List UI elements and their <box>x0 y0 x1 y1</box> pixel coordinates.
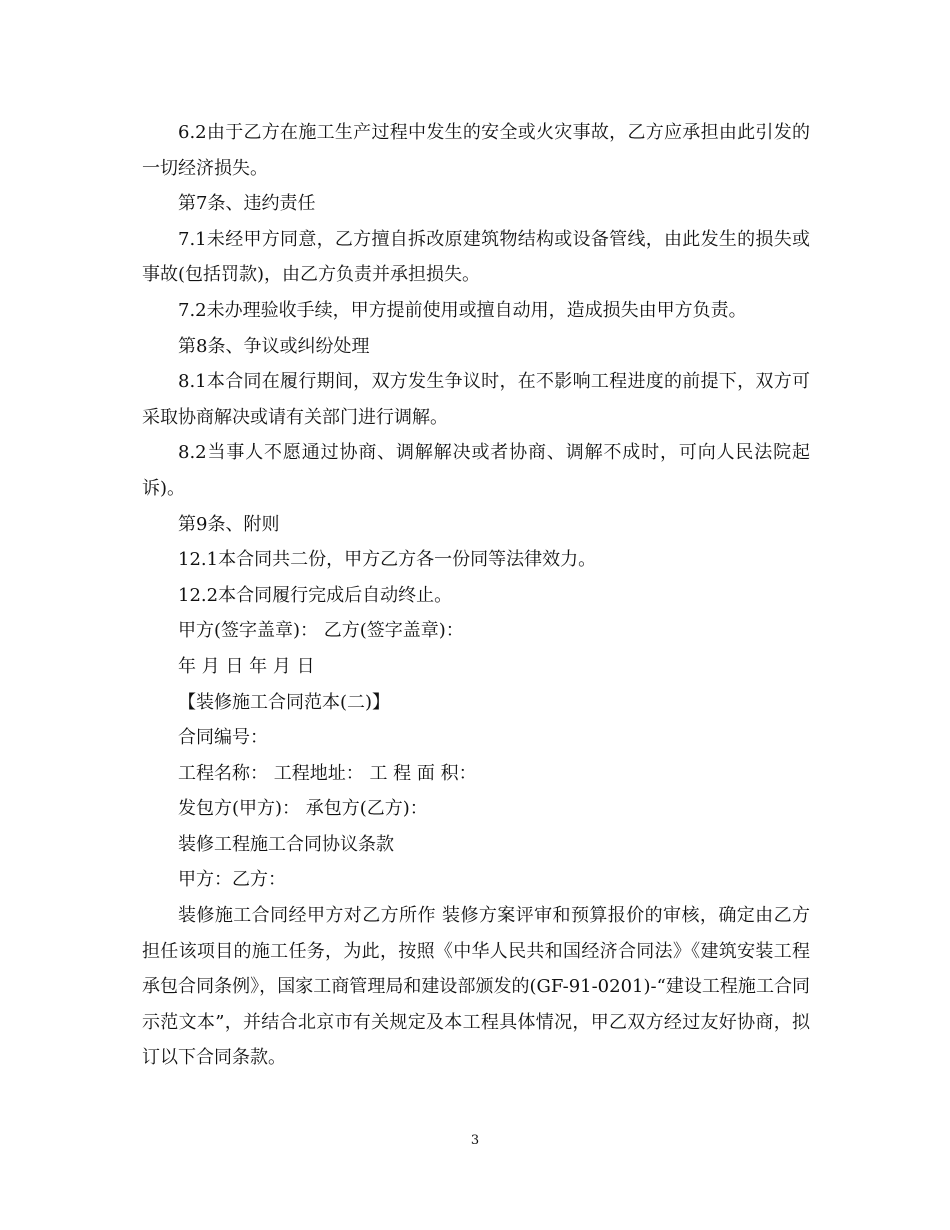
agreement-title: 装修工程施工合同协议条款 <box>178 833 394 855</box>
party-names-line: 甲方：乙方： <box>178 869 286 891</box>
heading-article-8: 第8条、争议或纠纷处理 <box>178 335 370 357</box>
paragraph-7-2: 7.2未办理验收手续，甲方提前使用或擅自动用，造成损失由甲方负责。 <box>178 299 747 321</box>
paragraph-8-1: 8.1本合同在履行期间，双方发生争议时，在不影响工程进度的前提下，双方可采取协商解决或请有关部门进行调解。 <box>142 371 810 428</box>
date-line: 年 月 日 年 月 日 <box>178 655 315 677</box>
section-title: 【装修施工合同范本(二)】 <box>178 691 391 713</box>
page-number: 3 <box>470 1133 480 1148</box>
paragraph-12-2: 12.2本合同履行完成后自动终止。 <box>178 584 453 606</box>
parties-line: 发包方(甲方)： 承包方(乙方)： <box>178 798 428 820</box>
paragraph-7-1: 7.1未经甲方同意，乙方擅自拆改原建筑物结构或设备管线，由此发生的损失或事故(包括罚款)，由乙方负责并承担损失。 <box>142 228 810 286</box>
heading-article-9: 第9条、附则 <box>178 513 280 535</box>
preamble-paragraph: 装修施工合同经甲方对乙方所作 装修方案评审和预算报价的审核，确定由乙方担任该项目的施工任务，为此，按照《中华人民共和国经济合同法》《建筑安装工程承包合同条例》，国家工商管理局和建设部颁发的(GF-91-0201)-“建设工程施工合同示范文本”，并结合北京市有关规定及本工程具体情况，甲乙双方经过友好协商，拟订以下合同条款。 <box>142 905 810 1069</box>
paragraph-6-2: 6.2由于乙方在施工生产过程中发生的安全或火灾事故，乙方应承担由此引发的一切经济损失。 <box>142 122 810 179</box>
paragraph-12-1: 12.1本合同共二份，甲方乙方各一份同等法律效力。 <box>178 549 597 571</box>
project-info-line: 工程名称： 工程地址： 工 程 面 积： <box>178 762 477 784</box>
document-body <box>142 115 810 1076</box>
contract-number-line: 合同编号： <box>178 727 268 749</box>
signature-line: 甲方(签字盖章)： 乙方(签字盖章)： <box>178 620 464 642</box>
paragraph-8-2: 8.2当事人不愿通过协商、调解解决或者协商、调解不成时，可向人民法院起诉)。 <box>142 442 810 499</box>
heading-article-7: 第7条、违约责任 <box>178 193 316 215</box>
